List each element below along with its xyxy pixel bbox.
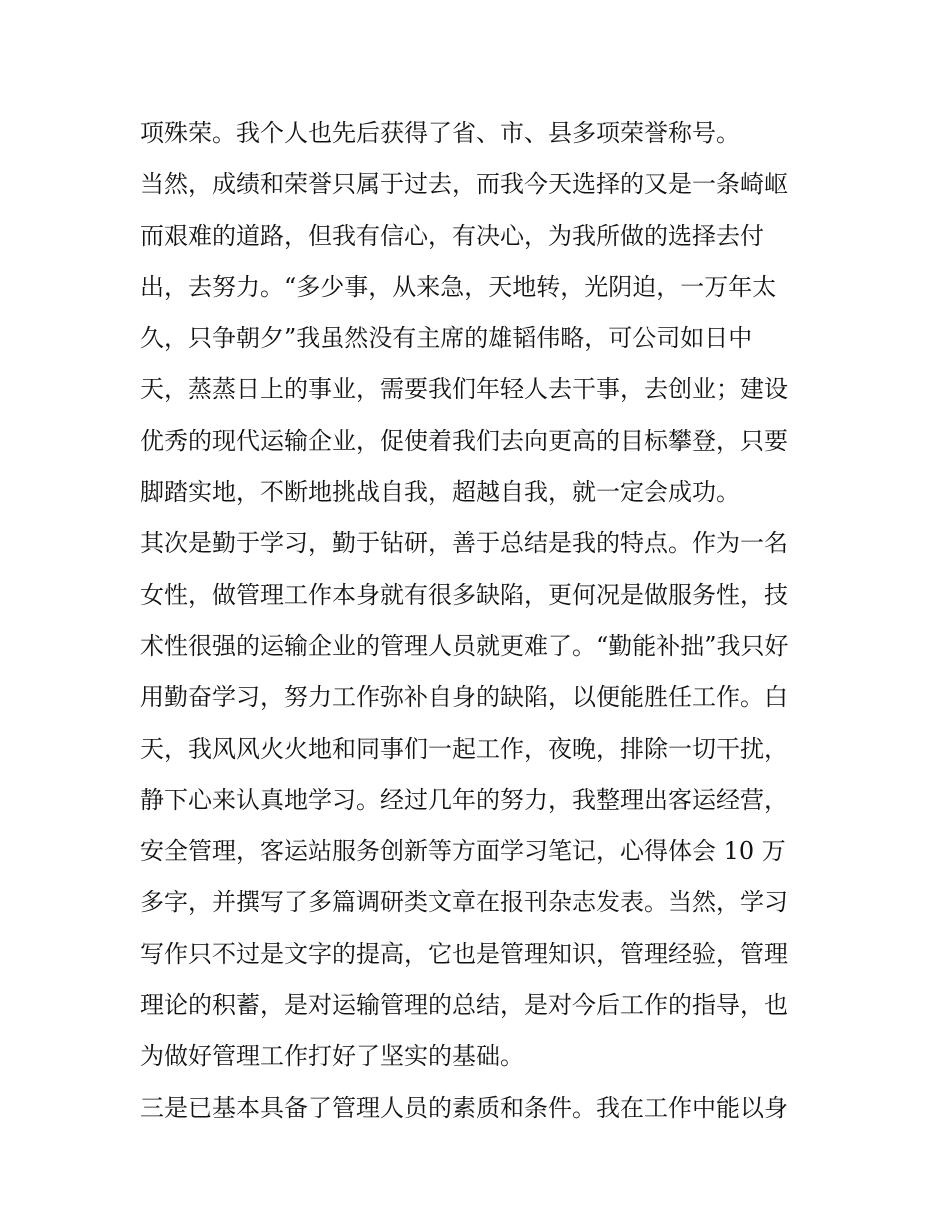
text-line: 其次是勤于学习，勤于钻研，善于总结是我的特点。作为一名 [140,529,788,558]
text-line: 当然，成绩和荣誉只属于过去，而我今天选择的又是一条崎岖 [140,170,788,199]
text-line: 天，我风风火火地和同事们一起工作，夜晚，排除一切干扰， [140,734,788,763]
text-line: 多字，并撰写了多篇调研类文章在报刊杂志发表。当然，学习 [140,888,788,917]
text-line: 静下心来认真地学习。经过几年的努力，我整理出客运经营， [140,785,788,814]
text-line: 项殊荣。我个人也先后获得了省、市、县多项荣誉称号。 [140,119,740,147]
text-line: 理论的积蓄，是对运输管理的总结，是对今后工作的指导，也 [140,991,788,1020]
text-line: 女性，做管理工作本身就有很多缺陷，更何况是做服务性，技 [140,580,788,609]
text-line: 出，去努力。“多少事，从来急，天地转，光阴迫，一万年太 [140,272,777,301]
text-line: 为做好管理工作打好了坚实的基础。 [140,1042,524,1071]
text-line: 用勤奋学习，努力工作弥补自身的缺陷，以便能胜任工作。白 [140,683,788,712]
text-line: 优秀的现代运输企业，促使着我们去向更高的目标攀登，只要 [140,426,788,455]
text-line: 三是已基本具备了管理人员的素质和条件。我在工作中能以身 [140,1093,788,1122]
text-line: 而艰难的道路，但我有信心，有决心，为我所做的选择去付 [140,221,764,250]
text-line: 脚踏实地，不断地挑战自我，超越自我，就一定会成功。 [140,478,740,507]
text-line: 安全管理，客运站服务创新等方面学习笔记，心得体会 10 万 [140,837,786,866]
text-line: 久，只争朝夕”我虽然没有主席的雄韬伟略，可公司如日中 [140,324,753,353]
text-line: 天，蒸蒸日上的事业，需要我们年轻人去干事，去创业；建设 [140,375,788,404]
body-text [140,108,820,1134]
text-line: 术性很强的运输企业的管理人员就更难了。“勤能补拙”我只好 [140,631,789,660]
text-line: 写作只不过是文字的提高，它也是管理知识，管理经验，管理 [140,939,788,968]
